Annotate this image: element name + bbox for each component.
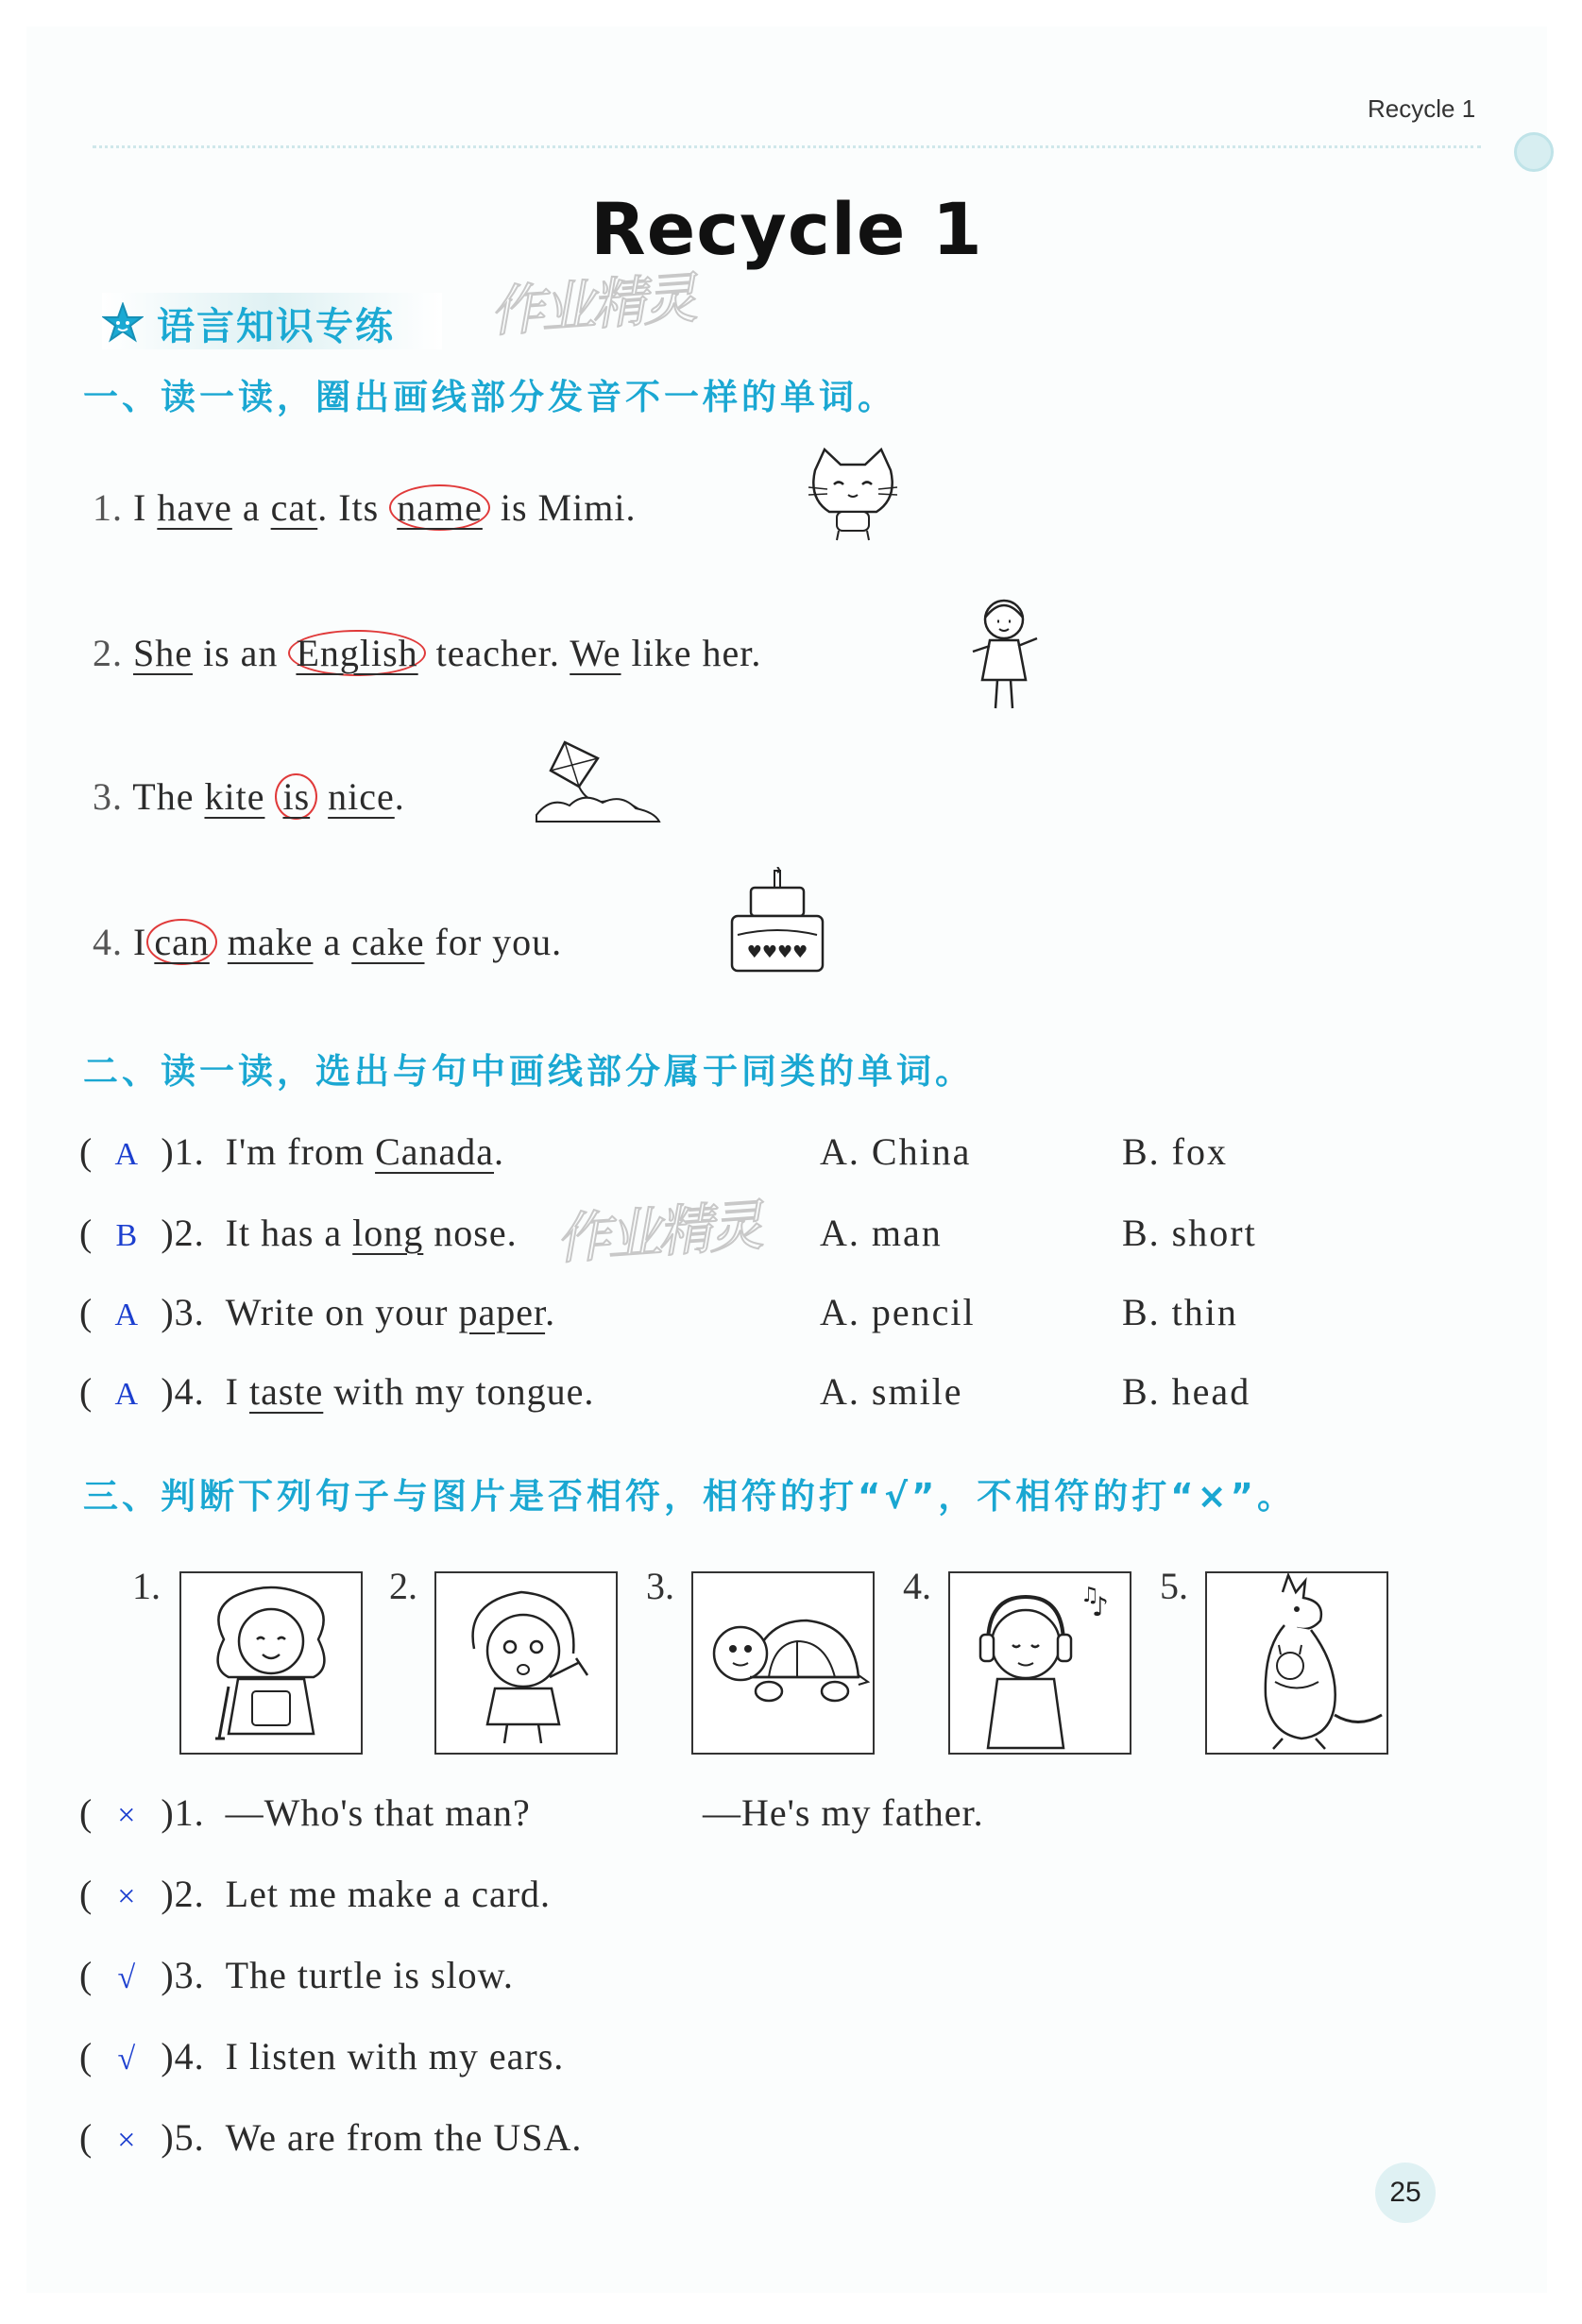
girl-eating-icon <box>436 1573 616 1753</box>
watermark: 作业精灵 <box>487 265 696 345</box>
svg-text:♫: ♫ <box>1080 1584 1099 1607</box>
option-a: A. man <box>820 1212 943 1254</box>
page-title: Recycle 1 <box>590 187 983 271</box>
question-1-4: 4. I can make a cake for you. <box>93 921 563 963</box>
star-icon <box>102 302 144 344</box>
picture-number: 5. <box>1160 1565 1188 1607</box>
answer-mark: √ <box>117 2042 137 2077</box>
section-2-heading: 二、读一读，选出与句中画线部分属于同类的单词。 <box>83 1051 974 1092</box>
kite-icon <box>527 735 669 829</box>
question-2-3: ( A )3. Write on your paper. <box>79 1291 556 1333</box>
question-1-3: 3. The kite is nice. <box>93 775 405 818</box>
circled-word: can <box>146 919 217 965</box>
question-1-1: 1. I have a cat. Its name is Mimi. <box>93 486 637 529</box>
girl-teacher-icon <box>961 593 1046 716</box>
answer-mark: B <box>115 1218 139 1253</box>
circled-word: is <box>275 773 317 820</box>
header-label: Recycle 1 <box>1368 94 1476 123</box>
answer-mark: A <box>114 1298 140 1332</box>
question-3-4: ( √ )4. I listen with my ears. <box>79 2035 565 2078</box>
option-a: A. smile <box>820 1370 963 1413</box>
picture-number: 3. <box>646 1565 674 1607</box>
page-number: 25 <box>1375 2163 1436 2223</box>
header-decor-circle <box>1514 132 1554 172</box>
circled-word: name <box>389 484 490 531</box>
worksheet-page <box>26 26 1547 2293</box>
answer-mark: × <box>117 1798 137 1833</box>
question-1-2: 2. She is an English teacher. We like her. <box>93 632 762 674</box>
answer-mark: × <box>117 2123 137 2158</box>
picture-number: 2. <box>389 1565 417 1607</box>
option-a: A. pencil <box>820 1291 976 1333</box>
kangaroo-icon <box>1207 1573 1386 1753</box>
question-2-2: ( B )2. It has a long nose. <box>79 1212 518 1254</box>
svg-text:♪: ♪ <box>1092 1591 1109 1622</box>
girl-cook-icon <box>181 1573 361 1753</box>
cat-icon <box>801 442 905 546</box>
option-b: B. fox <box>1122 1130 1228 1173</box>
answer-text: —He's my father. <box>703 1791 984 1834</box>
svg-text:♥♥♥♥: ♥♥♥♥ <box>746 942 808 962</box>
question-3-5: ( × )5. We are from the USA. <box>79 2116 583 2159</box>
picture-5 <box>1205 1571 1388 1755</box>
option-a: A. China <box>820 1130 972 1173</box>
headphones-boy-icon <box>950 1573 1130 1753</box>
watermark: 作业精灵 <box>553 1193 762 1272</box>
picture-4 <box>948 1571 1131 1755</box>
option-b: B. thin <box>1122 1291 1238 1333</box>
picture-number: 1. <box>132 1565 161 1607</box>
picture-1 <box>179 1571 363 1755</box>
answer-mark: √ <box>117 1960 137 1995</box>
answer-mark: × <box>117 1879 137 1914</box>
question-2-1: ( A )1. I'm from Canada. <box>79 1130 505 1173</box>
ribbon-title: 语言知识专练 <box>157 304 395 348</box>
question-3-2: ( × )2. Let me make a card. <box>79 1873 552 1915</box>
option-b: B. head <box>1122 1370 1251 1413</box>
turtle-icon <box>693 1573 873 1753</box>
circled-word: English <box>288 630 425 676</box>
question-3-1: ( × )1. —Who's that man? <box>79 1791 531 1834</box>
section-3-heading: 三、判断下列句子与图片是否相符，相符的打“√”，不相符的打“×”。 <box>83 1476 1296 1517</box>
picture-number: 4. <box>903 1565 931 1607</box>
picture-3 <box>691 1571 875 1755</box>
cake-icon <box>721 867 834 980</box>
answer-mark: A <box>114 1377 140 1412</box>
picture-2 <box>434 1571 618 1755</box>
answer-mark: A <box>114 1137 140 1172</box>
option-b: B. short <box>1122 1212 1257 1254</box>
header-divider <box>93 145 1481 148</box>
section-1-heading: 一、读一读，圈出画线部分发音不一样的单词。 <box>83 377 896 417</box>
question-2-4: ( A )4. I taste with my tongue. <box>79 1370 595 1413</box>
question-3-3: ( √ )3. The turtle is slow. <box>79 1954 514 1996</box>
